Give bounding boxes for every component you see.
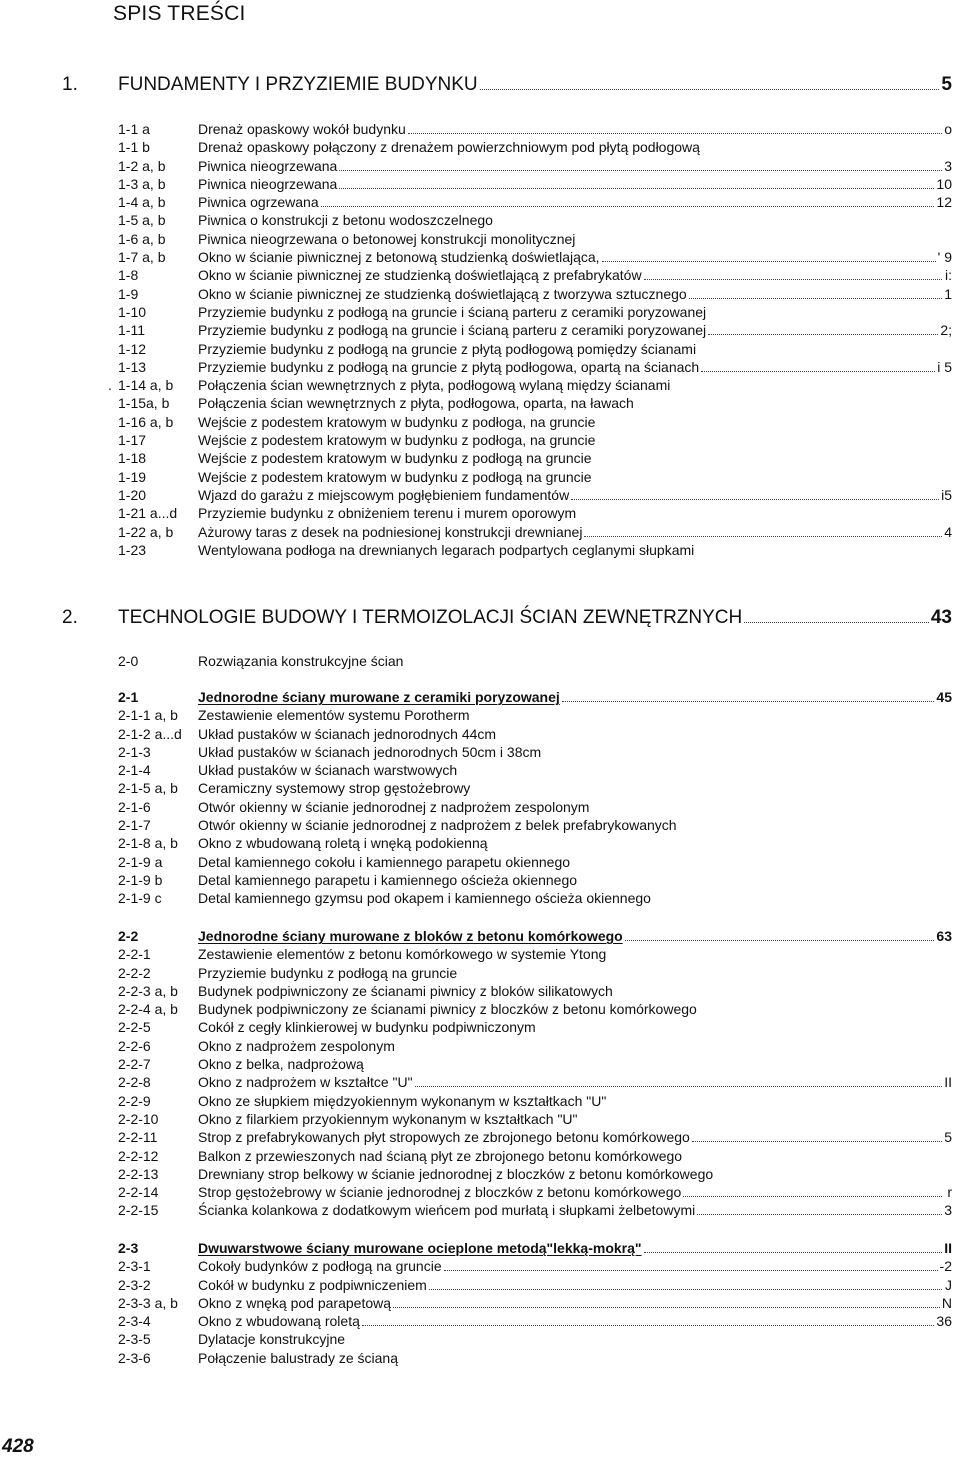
entry-code: 1-10 <box>118 303 147 320</box>
entry-title: Połączenia ścian wewnętrznych z płyta, podłogową wylaną między ścianami <box>198 377 671 394</box>
entry-title: Przyziemie budynku z podłogą na gruncie z płytą podłogowa, opartą na ścianach <box>198 358 700 375</box>
toc-entry <box>118 1330 952 1348</box>
toc-entry <box>118 1201 952 1219</box>
toc-entry <box>118 1294 952 1312</box>
dot-leader <box>444 1270 938 1271</box>
entry-title: Przyziemie budynku z podłogą na gruncie i ścianą parteru z ceramiki poryzowanej <box>198 303 707 320</box>
dot-leader <box>408 133 942 134</box>
toc-entry <box>118 1183 952 1201</box>
entry-page: 5 <box>944 1129 952 1146</box>
chapter-title: FUNDAMENTY I PRZYZIEMIE BUDYNKU <box>118 74 478 95</box>
entry-code: 2-0 <box>118 653 139 669</box>
entry-code: 1-4 a, b <box>118 194 166 211</box>
entry-title: Dylatacje konstrukcyjne <box>198 1331 346 1348</box>
entry-code: 1-7 a, b <box>118 249 166 266</box>
entry-page: i: <box>945 267 952 284</box>
entry-page: r <box>947 1184 952 1201</box>
toc-entry <box>118 1276 952 1294</box>
entry-code: 1-21 a...d <box>118 505 178 522</box>
entry-page: 45 <box>936 689 952 705</box>
toc-entry <box>118 449 952 467</box>
toc-entry <box>118 1018 952 1036</box>
entry-page: ' 9 <box>937 249 952 266</box>
entry-page: -2 <box>939 1258 952 1275</box>
toc-entry <box>118 945 952 963</box>
toc-entry <box>118 285 952 303</box>
entry-code: 2-1-8 a, b <box>118 835 178 852</box>
entry-title: Piwnica nieogrzewana <box>198 157 338 174</box>
entry-title: Zestawienie elementów z betonu komórkowego w systemie Ytong <box>198 946 607 963</box>
entry-code: 1-13 <box>118 358 147 375</box>
dot-leader <box>683 1196 942 1197</box>
entry-title: Otwór okienny w ścianie jednorodnej z nadprożem z belek prefabrykowanych <box>198 817 677 834</box>
toc-entry <box>118 157 952 175</box>
dot-leader <box>480 89 940 90</box>
toc-entry <box>118 889 952 907</box>
chapter-number: 1. <box>62 74 78 95</box>
entry-code: 1-12 <box>118 340 147 357</box>
entry-title: Okno z wbudowaną roletą i wnęką podokienną <box>198 835 488 852</box>
toc-entry <box>118 211 952 229</box>
entry-code: 2-2-13 <box>118 1165 159 1182</box>
toc-entry <box>118 394 952 412</box>
entry-title: Przyziemie budynku z obniżeniem terenu i murem oporowym <box>198 505 577 522</box>
toc-entry <box>118 743 952 761</box>
entry-title: Detal kamiennego gzymsu pod okapem i kamiennego ościeża okiennego <box>198 890 651 907</box>
document-title: SPIS TREŚCI <box>113 2 246 25</box>
toc-entry <box>118 523 952 541</box>
entry-page: II <box>944 1074 952 1091</box>
entry-code: 2-2-3 a, b <box>118 982 178 999</box>
chapter-title: TECHNOLOGIE BUDOWY I TERMOIZOLACJI ŚCIAN ZEWNĘTRZNYCH <box>118 607 743 628</box>
entry-code: 2-2-5 <box>118 1019 151 1036</box>
entry-page: J <box>945 1276 952 1293</box>
entry-code: 1-8 <box>118 267 139 284</box>
entry-title: Wjazd do garażu z miejscowym pogłębieniem fundamentów <box>198 486 570 503</box>
dot-leader <box>321 206 935 207</box>
entry-code: 1-16 a, b <box>118 413 174 430</box>
chapter-page: 43 <box>930 607 952 628</box>
dot-leader <box>744 622 929 623</box>
entry-code: 1-22 a, b <box>118 523 174 540</box>
entry-title: Okno w ścianie piwnicznej ze studzienką doświetlającą z tworzywa sztucznego <box>198 285 687 302</box>
entry-code: 2-2-2 <box>118 964 151 981</box>
toc-entry <box>118 652 952 670</box>
entry-page: o <box>944 121 952 137</box>
dot-leader <box>393 1307 940 1308</box>
toc-entry <box>118 1092 952 1110</box>
toc-entry <box>118 468 952 486</box>
entry-title: Układ pustaków w ścianach jednorodnych 44cm <box>198 725 497 742</box>
toc-entry <box>108 376 952 394</box>
entry-title: Okno z wbudowaną roletą <box>198 1313 360 1330</box>
entry-title: Dwuwarstwowe ściany murowane ocieplone metodą"lekką-mokrą" <box>198 1240 642 1256</box>
entry-title: Okno z wnęką pod parapetową <box>198 1294 392 1311</box>
entry-title: Cokoły budynków z podłogą na gruncie <box>198 1258 442 1275</box>
toc-entry <box>118 504 952 522</box>
dot-leader <box>339 188 934 189</box>
toc-entry <box>118 230 952 248</box>
entry-code: 2-2-11 <box>118 1129 158 1146</box>
entry-title: Cokół w budynku z podpiwniczeniem <box>198 1276 427 1293</box>
dot-leader <box>562 701 935 702</box>
toc-entry-group <box>118 1239 952 1367</box>
chapter-heading <box>62 606 952 630</box>
entry-code: 2-1-3 <box>118 743 151 760</box>
entry-title: Połączenie balustrady ze ścianą <box>198 1349 399 1366</box>
entry-code: 1-15a, b <box>118 395 170 412</box>
entry-code: 2-2-7 <box>118 1056 151 1073</box>
entry-title: Okno z belka, nadprożową <box>198 1056 364 1073</box>
toc-subsection <box>118 1239 952 1257</box>
toc-entry <box>118 853 952 871</box>
toc-entry <box>118 303 952 321</box>
toc-entry <box>118 798 952 816</box>
entry-code: 2-1-9 b <box>118 871 163 888</box>
entry-title: Otwór okienny w ścianie jednorodnej z nadprożem zespolonym <box>198 798 590 815</box>
toc-entry <box>118 1055 952 1073</box>
toc-entry <box>118 1147 952 1165</box>
toc-entry <box>118 725 952 743</box>
entry-page: 3 <box>944 157 952 174</box>
toc-entry <box>118 340 952 358</box>
toc-entry <box>118 175 952 193</box>
entry-code: 2-1 <box>118 689 139 705</box>
entry-code: 1-11 <box>118 322 145 339</box>
toc-entry <box>118 964 952 982</box>
dot-leader <box>571 499 939 500</box>
chapter-page: 5 <box>941 74 952 95</box>
entry-page: 12 <box>936 194 952 211</box>
entry-title: Rozwiązania konstrukcyjne ścian <box>198 653 404 669</box>
dot-leader <box>339 170 942 171</box>
entry-code: 2-3-1 <box>118 1258 151 1275</box>
toc-entry <box>118 834 952 852</box>
entry-code: 1-5 a, b <box>118 212 166 229</box>
toc-entry <box>118 541 952 559</box>
entry-page: i 5 <box>937 358 952 375</box>
entry-code: 1-20 <box>118 486 147 503</box>
entry-code: 1-23 <box>118 541 147 558</box>
entry-code: 1-1 a <box>118 121 150 137</box>
toc-subsection <box>118 688 952 706</box>
entry-title: Wejście z podestem kratowym w budynku z podłoga, na gruncie <box>198 413 596 430</box>
dot-leader <box>602 261 936 262</box>
dot-leader <box>584 536 942 537</box>
toc-entry <box>118 706 952 724</box>
toc-entry <box>118 1037 952 1055</box>
entry-code: 2-2 <box>118 928 139 944</box>
toc-entry <box>118 1312 952 1330</box>
entry-page: 36 <box>936 1313 952 1330</box>
entry-code: 2-2-1 <box>118 946 151 963</box>
entry-code: 1-1 b <box>118 139 150 156</box>
entry-title: Wejście z podestem kratowym w budynku z podłoga, na gruncie <box>198 432 596 449</box>
entry-code: 2-1-9 a <box>118 853 163 870</box>
dot-leader <box>697 1214 942 1215</box>
toc-entry <box>118 982 952 1000</box>
dot-leader <box>692 1141 942 1142</box>
toc-entry <box>118 1000 952 1018</box>
entry-title: Piwnica o konstrukcji z betonu wodoszczelnego <box>198 212 493 229</box>
entry-code: 2-2-15 <box>118 1202 159 1219</box>
entry-title: Drenaż opaskowy wokół budynku <box>198 121 406 137</box>
entry-code: 2-3-4 <box>118 1313 151 1330</box>
dot-leader <box>362 1325 935 1326</box>
entry-code: 2-3 <box>118 1240 139 1256</box>
entry-title: Okno w ścianie piwnicznej ze studzienką doświetlającą z prefabrykatów <box>198 267 642 284</box>
toc-entry <box>118 1110 952 1128</box>
entry-code: 1-19 <box>118 468 147 485</box>
toc-entry <box>118 431 952 449</box>
entry-title: Strop gęstożebrowy w ścianie jednorodnej z bloczków z betonu komórkowego <box>198 1184 682 1201</box>
entry-code: 2-2-14 <box>118 1184 159 1201</box>
dot-leader <box>689 298 942 299</box>
entry-title: Okno z nadprożem zespolonym <box>198 1037 395 1054</box>
toc-entry <box>118 138 952 156</box>
toc-entry-group <box>118 652 952 670</box>
entry-title: Piwnica ogrzewana <box>198 194 319 211</box>
entry-title: Wentylowana podłoga na drewnianych legarach podpartych ceglanymi słupkami <box>198 541 695 558</box>
entry-title: Budynek podpiwniczony ze ścianami piwnicy z bloczków z betonu komórkowego <box>198 1001 697 1018</box>
toc-entry <box>118 248 952 266</box>
entry-code: 2-1-9 c <box>118 890 162 907</box>
entry-code: 2-2-12 <box>118 1147 159 1164</box>
dot-leader <box>701 371 935 372</box>
entry-page: N <box>941 1294 952 1311</box>
entry-code: 2-2-10 <box>118 1110 159 1127</box>
entry-page: i5 <box>941 486 952 503</box>
toc-entry <box>118 779 952 797</box>
entry-title: Układ pustaków w ścianach jednorodnych 50cm i 38cm <box>198 743 542 760</box>
entry-title: Okno z nadprożem w kształtce "U" <box>198 1074 413 1091</box>
entry-title: Okno z filarkiem przyokiennym wykonanym w kształtkach "U" <box>198 1110 578 1127</box>
entry-title: Okno ze słupkiem międzyokiennym wykonanym w kształtkach "U" <box>198 1092 607 1109</box>
entry-page: 2; <box>940 322 952 339</box>
toc-entry <box>118 413 952 431</box>
entry-code: 2-2-9 <box>118 1092 151 1109</box>
toc-subsection <box>118 927 952 945</box>
entry-page: II <box>944 1240 952 1256</box>
entry-code: 2-1-5 a, b <box>118 780 178 797</box>
entry-title: Przyziemie budynku z podłogą na gruncie z płytą podłogową pomiędzy ścianami <box>198 340 697 357</box>
entry-title: Przyziemie budynku z podłogą na gruncie i ścianą parteru z ceramiki poryzowanej <box>198 322 707 339</box>
entry-page: 10 <box>936 175 952 192</box>
chapter-heading <box>62 73 952 97</box>
entry-code: 1-18 <box>118 450 147 467</box>
entry-title: Piwnica nieogrzewana o betonowej konstrukcji monolitycznej <box>198 230 576 247</box>
toc-entry <box>118 120 952 138</box>
entry-title: Ażurowy taras z desek na podniesionej konstrukcji drewnianej <box>198 523 583 540</box>
entry-page: 4 <box>944 523 952 540</box>
entry-code: 2-1-2 a...d <box>118 725 182 742</box>
toc-entry <box>118 871 952 889</box>
dot-leader <box>708 334 938 335</box>
dot-leader <box>644 1252 942 1253</box>
toc-entry <box>118 486 952 504</box>
entry-code: 1-3 a, b <box>118 175 166 192</box>
entry-code: 1-9 <box>118 285 139 302</box>
entry-code: 2-3-6 <box>118 1349 151 1366</box>
entry-title: Ceramiczny systemowy strop gęstożebrowy <box>198 780 471 797</box>
entry-title: Drenaż opaskowy połączony z drenażem powierzchniowym pod płytą podłogową <box>198 139 700 156</box>
entry-code: 1-17 <box>118 432 147 449</box>
entry-title: Jednorodne ściany murowane z ceramiki poryzowanej <box>198 689 560 705</box>
entry-title: Detal kamiennego cokołu i kamiennego parapetu okiennego <box>198 853 571 870</box>
entry-code: 1-14 a, b <box>118 377 174 394</box>
entry-code: 2-1-1 a, b <box>118 707 178 724</box>
toc-entry-group <box>118 927 952 1220</box>
chapter-number: 2. <box>62 607 78 628</box>
entry-title: Zestawienie elementów systemu Porotherm <box>198 707 470 724</box>
dot-leader <box>415 1086 942 1087</box>
entry-title: Detal kamiennego parapetu i kamiennego ościeża okiennego <box>198 871 578 888</box>
entry-code: 2-1-7 <box>118 817 151 834</box>
entry-title: Strop z prefabrykowanych płyt stropowych ze zbrojonego betonu komórkowego <box>198 1129 690 1146</box>
toc-entry <box>118 193 952 211</box>
toc-entry <box>118 1257 952 1275</box>
entry-code: 2-2-8 <box>118 1074 151 1091</box>
entry-code: 2-3-5 <box>118 1331 151 1348</box>
entry-title: Przyziemie budynku z podłogą na gruncie <box>198 964 458 981</box>
toc-entry <box>118 358 952 376</box>
entry-title: Wejście z podestem kratowym w budynku z podłogą na gruncie <box>198 450 592 467</box>
entry-title: Budynek podpiwniczony ze ścianami piwnicy z bloków silikatowych <box>198 982 613 999</box>
toc-entry <box>118 1073 952 1091</box>
entry-code: 2-1-4 <box>118 762 151 779</box>
toc-entry <box>118 1165 952 1183</box>
entry-prefix-mark: . <box>108 377 112 394</box>
dot-leader <box>644 279 942 280</box>
entry-title: Drewniany strop belkowy w ścianie jednorodnej z bloczków z betonu komórkowego <box>198 1165 714 1182</box>
dot-leader <box>429 1289 942 1290</box>
entry-code: 1-2 a, b <box>118 157 166 174</box>
entry-title: Układ pustaków w ścianach warstwowych <box>198 762 458 779</box>
toc-entry-group <box>108 120 952 559</box>
entry-title: Cokół z cegły klinkierowej w budynku podpiwniczonym <box>198 1019 536 1036</box>
toc-entry <box>118 321 952 339</box>
entry-title: Wejście z podestem kratowym w budynku z podłogą na gruncie <box>198 468 592 485</box>
page-number: 428 <box>2 1436 34 1457</box>
dot-leader <box>625 940 935 941</box>
entry-page: 1 <box>944 285 952 302</box>
entry-code: 2-3-3 a, b <box>118 1294 178 1311</box>
entry-code: 2-2-6 <box>118 1037 151 1054</box>
entry-page: 63 <box>936 928 952 944</box>
toc-entry <box>118 266 952 284</box>
entry-code: 2-3-2 <box>118 1276 151 1293</box>
entry-title: Jednorodne ściany murowane z bloków z betonu komórkowego <box>198 928 623 944</box>
entry-title: Balkon z przewieszonych nad ścianą płyt ze zbrojonego betonu komórkowego <box>198 1147 683 1164</box>
toc-entry <box>118 816 952 834</box>
toc-entry <box>118 761 952 779</box>
entry-code: 2-2-4 a, b <box>118 1001 178 1018</box>
entry-code: 1-6 a, b <box>118 230 166 247</box>
entry-page: 3 <box>944 1202 952 1219</box>
entry-title: Piwnica nieogrzewana <box>198 175 338 192</box>
toc-entry <box>118 1349 952 1367</box>
entry-title: Ścianka kolankowa z dodatkowym wieńcem pod murłatą i słupkami żelbetowymi <box>198 1202 696 1219</box>
toc-entry-group <box>118 688 952 908</box>
toc-entry <box>118 1128 952 1146</box>
entry-code: 2-1-6 <box>118 798 151 815</box>
entry-title: Okno w ścianie piwnicznej z betonową studzienką doświetlająca, <box>198 249 600 266</box>
entry-title: Połączenia ścian wewnętrznych z płyta, podłogowa, oparta, na ławach <box>198 395 634 412</box>
